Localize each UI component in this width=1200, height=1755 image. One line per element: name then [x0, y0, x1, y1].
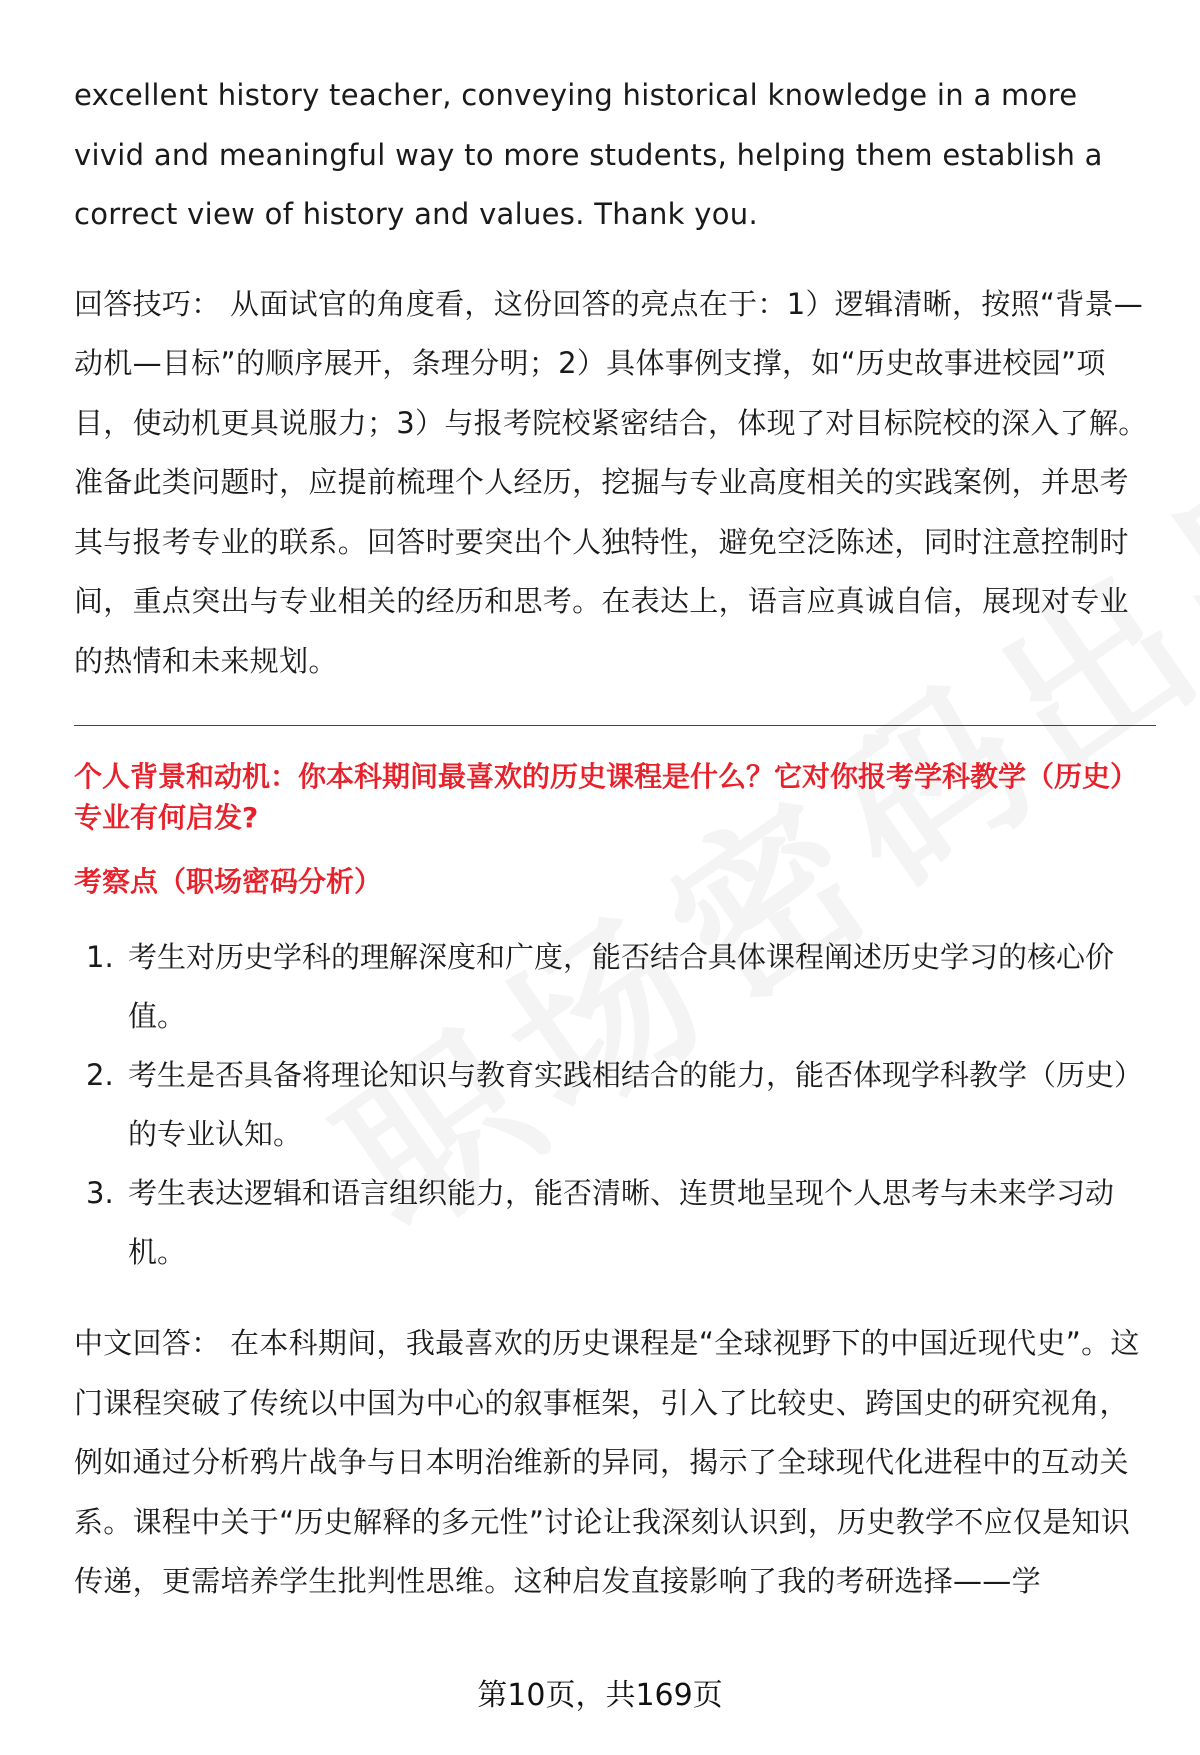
intro-continuation: excellent history teacher, conveying historical knowledge in a more vivid and meaningful way to more students, helping them establish a correct view of history and values. Thank you. [74, 78, 1103, 231]
chinese-answer: 中文回答： 在本科期间，我最喜欢的历史课程是“全球视野下的中国近现代史”。这门课程突破了传统以中国为中心的叙事框架，引入了比较史、跨国史的研究视角，例如通过分析鸦片战争与日本明治维新的异同，揭示了全球现代化进程中的互动关系。课程中关于“历史解释的多元性”讨论让我深刻认识到，历史教学不应仅是知识传递，更需培养学生批判性思维。这种启发直接影响了我的考研选择——学 [74, 1326, 1140, 1598]
page-footer: 第10页，共169页 [477, 1678, 723, 1713]
question-heading: 个人背景和动机：你本科期间最喜欢的历史课程是什么？它对你报考学科教学（历史）专业有何启发? [74, 760, 1139, 834]
exam-point-item [74, 1046, 1154, 1164]
exam-point-item [74, 928, 1154, 1046]
exam-point-number: 1. [86, 940, 114, 974]
exam-point-number: 3. [86, 1176, 114, 1210]
document-page [74, 66, 1154, 1612]
exam-point-text: 考生是否具备将理论知识与教育实践相结合的能力，能否体现学科教学（历史）的专业认知。 [128, 1058, 1144, 1151]
exam-points-heading: 考察点（职场密码分析） [74, 865, 383, 898]
exam-point-text: 考生表达逻辑和语言组织能力，能否清晰、连贯地呈现个人思考与未来学习动机。 [128, 1176, 1115, 1269]
exam-point-text: 考生对历史学科的理解深度和广度，能否结合具体课程阐述历史学习的核心价值。 [128, 940, 1115, 1033]
answer-tips: 回答技巧： 从面试官的角度看，这份回答的亮点在于：1）逻辑清晰，按照“背景—动机—目标”的顺序展开，条理分明；2）具体事例支撑，如“历史故事进校园”项目，使动机更具说服力；3）与报考院校紧密结合，体现了对目标院校的深入了解。准备此类问题时，应提前梳理个人经历，挖掘与专业高度相关的实践案例，并思考其与报考专业的联系。回答时要突出个人独特性，避免空泛陈述，同时注意控制时间，重点突出与专业相关的经历和思考。在表达上，语言应真诚自信，展现对专业的热情和未来规划。 [74, 286, 1148, 678]
exam-points-list [74, 928, 1154, 1282]
exam-point-number: 2. [86, 1058, 114, 1092]
exam-point-item [74, 1164, 1154, 1282]
section-divider [74, 725, 1156, 726]
